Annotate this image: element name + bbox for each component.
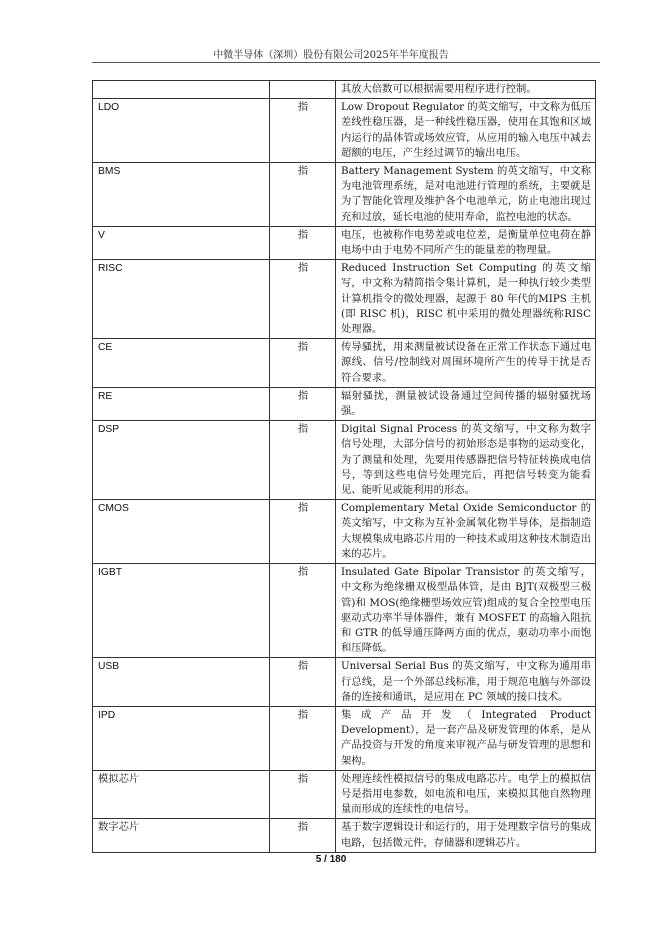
table-row [93, 770, 596, 819]
glossary-table [92, 80, 596, 853]
mark-cell: 指 [270, 387, 336, 420]
mark-cell: 指 [270, 421, 336, 500]
mark-cell: 指 [270, 658, 336, 707]
table-row [93, 421, 596, 500]
term-cell: IPD [93, 706, 270, 770]
header-rule [92, 62, 600, 63]
mark-cell: 指 [270, 163, 336, 227]
term-cell: CMOS [93, 500, 270, 564]
mark-cell: 指 [270, 500, 336, 564]
mark-cell: 指 [270, 564, 336, 658]
mark-cell: 指 [270, 819, 336, 852]
mark-cell: 指 [270, 770, 336, 819]
table-row [93, 706, 596, 770]
definition-cell: Battery Management System 的英文缩写，中文称为电池管理系统，是对电池进行管理的系统，主要就是为了智能化管理及维护各个电池单元，防止电池出现过充和过放，延长电池的使用寿命，监控电池的状态。 [336, 163, 596, 227]
term-cell: BMS [93, 163, 270, 227]
definition-cell: 基于数字逻辑设计和运行的，用于处理数字信号的集成电路，包括微元件，存储器和逻辑芯片。 [336, 819, 596, 852]
mark-cell: 指 [270, 339, 336, 388]
definition-cell: 集成产品开发（Integrated Product Development），是一套产品及研发管理的体系，是从产品投资与开发的角度来审视产品与研发管理的思想和架构。 [336, 706, 596, 770]
definition-cell: Complementary Metal Oxide Semiconductor 的英文缩写，中文称为互补金属氧化物半导体，是指制造大规模集成电路芯片用的一种技术或用这种技术制造出来的芯片。 [336, 500, 596, 564]
table-row [93, 500, 596, 564]
mark-cell [270, 81, 336, 99]
term-cell [93, 81, 270, 99]
table-row [93, 226, 596, 259]
table-row [93, 387, 596, 420]
table-row [93, 339, 596, 388]
definition-cell: 辐射骚扰，测量被试设备通过空间传播的辐射骚扰场强。 [336, 387, 596, 420]
mark-cell: 指 [270, 226, 336, 259]
term-cell: CE [93, 339, 270, 388]
term-cell: IGBT [93, 564, 270, 658]
term-cell: 数字芯片 [93, 819, 270, 852]
term-cell: DSP [93, 421, 270, 500]
definition-cell: Low Dropout Regulator 的英文缩写，中文称为低压差线性稳压器，是一种线性稳压器，使用在其饱和区域内运行的晶体管或场效应管，从应用的输入电压中减去超额的电压，产生经过调节的输出电压。 [336, 99, 596, 163]
mark-cell: 指 [270, 99, 336, 163]
table-row [93, 99, 596, 163]
mark-cell: 指 [270, 706, 336, 770]
table-row [93, 658, 596, 707]
table-row [93, 81, 596, 99]
table-row [93, 564, 596, 658]
term-cell: V [93, 226, 270, 259]
definition-cell: 传导骚扰，用来测量被试设备在正常工作状态下通过电源线、信号/控制线对周围环境所产生的传导干扰是否符合要求。 [336, 339, 596, 388]
definition-cell: Reduced Instruction Set Computing 的英文缩写，中文称为精简指令集计算机，是一种执行较少类型计算机指令的微处理器，起源于 80 年代的MIPS 主机(即 RISC 机)，RISC 机中采用的微处理器统称RISC 处理器。 [336, 260, 596, 339]
term-cell: RE [93, 387, 270, 420]
page-header: 中微半导体（深圳）股份有限公司2025年半年度报告 [213, 50, 449, 61]
definition-cell: Universal Serial Bus 的英文缩写，中文称为通用串行总线，是一个外部总线标准，用于规范电脑与外部设备的连接和通讯，是应用在 PC 领域的接口技术。 [336, 658, 596, 707]
table-row [93, 819, 596, 852]
definition-cell: Insulated Gate Bipolar Transistor 的英文缩写，中文称为绝缘栅双极型晶体管，是由 BJT(双极型三极管)和 MOS(绝缘栅型场效应管)组成的复合全控型电压驱动式功率半导体器件，兼有 MOSFET 的高输入阻抗和 GTR 的低导通压降两方面的优点，驱动功率小而饱和压降低。 [336, 564, 596, 658]
table-row [93, 163, 596, 227]
mark-cell: 指 [270, 260, 336, 339]
term-cell: 模拟芯片 [93, 770, 270, 819]
definition-cell: Digital Signal Process 的英文缩写，中文称为数字信号处理，大部分信号的初始形态是事物的运动变化，为了测量和处理，先要用传感器把信号特征转换成电信号，等到这些电信号处理完后，再把信号转变为能看见、能听见或能利用的形态。 [336, 421, 596, 500]
glossary-body [93, 81, 596, 853]
term-cell: USB [93, 658, 270, 707]
table-row [93, 260, 596, 339]
term-cell: LDO [93, 99, 270, 163]
definition-cell: 处理连续性模拟信号的集成电路芯片。电学上的模拟信号是指用电参数，如电流和电压，来模拟其他自然物理量而形成的连续性的电信号。 [336, 770, 596, 819]
term-cell: RISC [93, 260, 270, 339]
definition-cell: 电压，也被称作电势差或电位差，是衡量单位电荷在静电场中由于电势不同所产生的能量差的物理量。 [336, 226, 596, 259]
definition-cell: 其放大倍数可以根据需要用程序进行控制。 [336, 81, 596, 99]
page-number: 5 / 180 [315, 854, 347, 865]
